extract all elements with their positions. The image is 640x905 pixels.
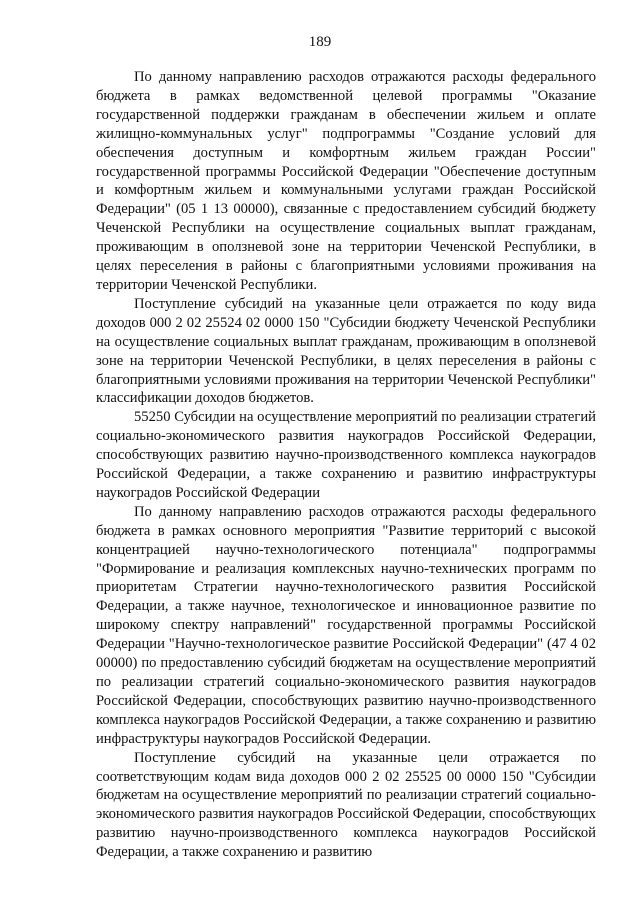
paragraph-expenses-naukograds: По данному направлению расходов отражаются расходы федерального бюджета в рамках основного мероприятия "Развитие территорий с высокой концентрацией научно-технологического потенциала" подпрограммы "Формирование и реализация комплексных научно-технических программ по приоритетам Стратегии научно-технологического развития Российской Федерации, а также научное, технологическое и инновационное развитие по широкому спектру направлений" государственной программы Российской Федерации "Научно-технологическое развитие Российской Федерации" (47 4 02 00000) по предоставлению субсидий бюджетам на осуществление мероприятий по реализации стратегий социально-экономического развития наукоградов Российской Федерации, способствующих развитию научно-производственного комплекса наукоградов Российской Федерации, а также сохранению и развитию инфраструктуры наукоградов Российской Федерации.	[96, 503, 596, 747]
paragraph-income-code-25525: Поступление субсидий на указанные цели отражается по соответствующим кодам вида доходов 000 2 02 25525 00 0000 150 "Субсидии бюджетам на осуществление мероприятий по реализации стратегий социально-экономического развития наукоградов Российской Федерации, способствующих развитию научно-производственного комплекса наукоградов Российской Федерации, а также сохранению и развитию	[96, 749, 596, 861]
paragraph-heading-55250: 55250 Субсидии на осуществление мероприятий по реализации стратегий социально-экономического развития наукоградов Российской Федерации, способствующих развитию научно-производственного комплекса наукоградов Российской Федерации, а также сохранению и развитию инфраструктуры наукоградов Российской Федерации	[96, 409, 596, 501]
paragraph-expenses-chechen: По данному направлению расходов отражаются расходы федерального бюджета в рамках ведомственной целевой программы "Оказание государственной поддержки гражданам в обеспечении жильем и оплате жилищно-коммунальных услуг" подпрограммы "Создание условий для обеспечения доступным и комфортным жильем граждан России" государственной программы Российской Федерации "Обеспечение доступным и комфортным жильем и коммунальными услугами граждан Российской Федерации" (05 1 13 00000), связанные с предоставлением субсидий бюджету Чеченской Республики на осуществление социальных выплат гражданам, проживающим в оползневой зоне на территории Чеченской Республики, в целях переселения в районы с благоприятными условиями проживания на территории Чеченской Республики.	[96, 69, 596, 293]
paragraph-income-code-25524: Поступление субсидий на указанные цели отражается по коду вида доходов 000 2 02 25524 02 0000 150 "Субсидии бюджету Чеченской Республики на осуществление социальных выплат гражданам, проживающим в оползневой зоне на территории Чеченской Республики, в целях переселения в районы с благоприятными условиями проживания на территории Чеченской Республики" классификации доходов бюджетов.	[96, 295, 596, 407]
document-body	[96, 68, 596, 862]
page-number: 189	[308, 34, 332, 50]
